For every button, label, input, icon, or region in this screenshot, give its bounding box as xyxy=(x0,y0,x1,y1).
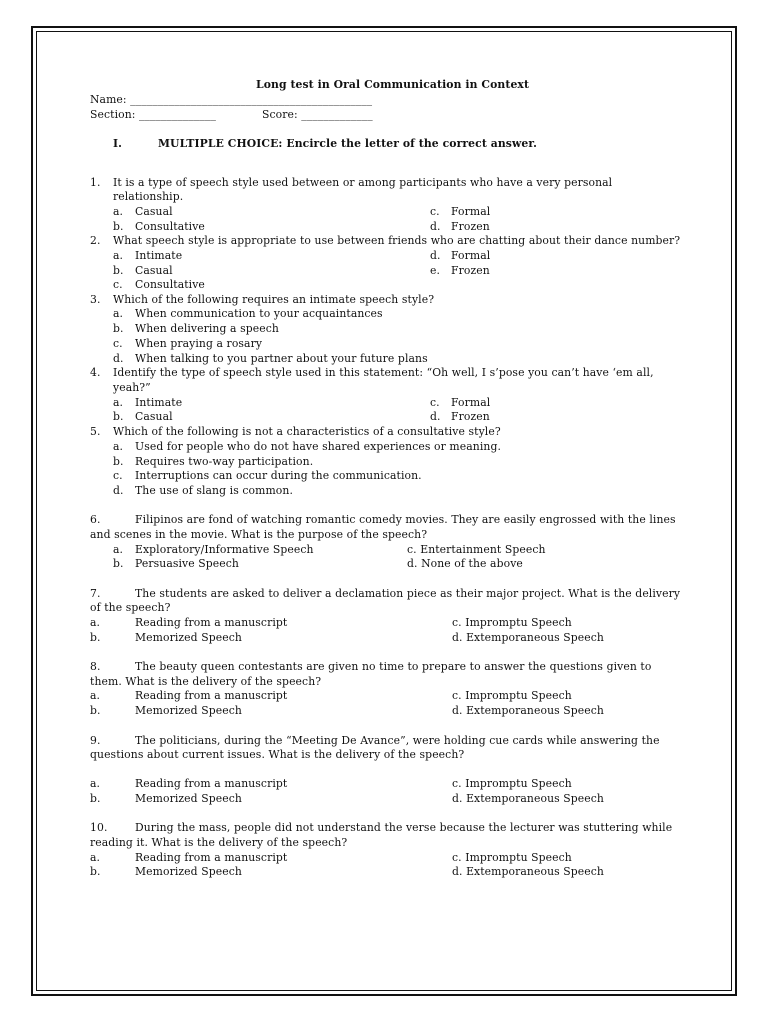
q4-option-a-letter[interactable]: a. xyxy=(113,396,124,409)
q5-text: Which of the following is not a characteristics of a consultative style? xyxy=(113,425,501,438)
q10-option-d[interactable]: d. Extemporaneous Speech xyxy=(452,865,604,878)
q7-text-cont: of the speech? xyxy=(90,601,171,614)
q3-option-c-letter[interactable]: c. xyxy=(113,337,123,350)
q7-option-c[interactable]: c. Impromptu Speech xyxy=(452,616,572,629)
q9-option-b-letter[interactable]: b. xyxy=(90,792,101,805)
q8-text: The beauty queen contestants are given no time to prepare to answer the questions given to xyxy=(135,660,652,673)
q1-text-cont: relationship. xyxy=(113,190,184,203)
q3-option-d-letter[interactable]: d. xyxy=(113,352,124,365)
test-title: Long test in Oral Communication in Context xyxy=(256,78,530,91)
q5-option-d-letter[interactable]: d. xyxy=(113,484,124,497)
q9-option-a: Reading from a manuscript xyxy=(135,777,288,790)
q7-number: 7. xyxy=(90,587,101,600)
q2-option-d-letter[interactable]: d. xyxy=(430,249,441,262)
q10-text: During the mass, people did not understand the verse because the lecturer was stuttering while xyxy=(135,821,673,834)
q9-number: 9. xyxy=(90,734,101,747)
q7-text: The students are asked to deliver a declamation piece as their major project. What is the delivery xyxy=(135,587,681,600)
q9-option-a-letter[interactable]: a. xyxy=(90,777,101,790)
q6-option-c[interactable]: c. Entertainment Speech xyxy=(407,543,546,556)
q4-option-b: Casual xyxy=(135,410,173,423)
q5-option-a: Used for people who do not have shared experiences or meaning. xyxy=(135,440,501,453)
q7-option-d[interactable]: d. Extemporaneous Speech xyxy=(452,631,604,644)
q9-text-cont: questions about current issues. What is the delivery of the speech? xyxy=(90,748,465,761)
q1-option-a-letter[interactable]: a. xyxy=(113,205,124,218)
q4-option-d: Frozen xyxy=(451,410,490,423)
q7-option-a: Reading from a manuscript xyxy=(135,616,288,629)
q4-option-c: Formal xyxy=(451,396,491,409)
q4-option-b-letter[interactable]: b. xyxy=(113,410,124,423)
q1-option-b: Consultative xyxy=(135,220,205,233)
q2-text: What speech style is appropriate to use between friends who are chatting about their dance number? xyxy=(113,234,681,247)
q8-option-b-letter[interactable]: b. xyxy=(90,704,101,717)
q8-option-b: Memorized Speech xyxy=(135,704,242,717)
q3-option-b: When delivering a speech xyxy=(135,322,279,335)
q2-option-c: Consultative xyxy=(135,278,205,291)
q6-option-d[interactable]: d. None of the above xyxy=(407,557,523,570)
q5-number: 5. xyxy=(90,425,101,438)
q4-text: Identify the type of speech style used in this statement: “Oh well, I s’pose you can’t have ‘em all, xyxy=(113,366,654,379)
q2-option-c-letter[interactable]: c. xyxy=(113,278,123,291)
section-numeral: I. xyxy=(113,137,123,150)
q2-option-b: Casual xyxy=(135,264,173,277)
q5-option-d: The use of slang is common. xyxy=(135,484,293,497)
q3-option-a: When communication to your acquaintances xyxy=(135,307,383,320)
section-title: MULTIPLE CHOICE: Encircle the letter of the correct answer. xyxy=(158,137,538,150)
q3-option-b-letter[interactable]: b. xyxy=(113,322,124,335)
q9-text: The politicians, during the “Meeting De Avance”, were holding cue cards while answering the xyxy=(135,734,660,747)
q3-option-c: When praying a rosary xyxy=(135,337,263,350)
q4-option-a: Intimate xyxy=(135,396,183,409)
q1-option-d: Frozen xyxy=(451,220,490,233)
q6-option-a: Exploratory/Informative Speech xyxy=(135,543,314,556)
q8-option-d[interactable]: d. Extemporaneous Speech xyxy=(452,704,604,717)
q10-number: 10. xyxy=(90,821,108,834)
q2-number: 2. xyxy=(90,234,101,247)
q6-option-a-letter[interactable]: a. xyxy=(113,543,124,556)
q8-option-a: Reading from a manuscript xyxy=(135,689,288,702)
q5-option-b: Requires two-way participation. xyxy=(135,455,314,468)
q10-option-c[interactable]: c. Impromptu Speech xyxy=(452,851,572,864)
q8-number: 8. xyxy=(90,660,101,673)
q8-option-a-letter[interactable]: a. xyxy=(90,689,101,702)
q5-option-c-letter[interactable]: c. xyxy=(113,469,123,482)
q7-option-b: Memorized Speech xyxy=(135,631,242,644)
q3-option-d: When talking to you partner about your future plans xyxy=(135,352,428,365)
q1-number: 1. xyxy=(90,176,101,189)
q9-option-d[interactable]: d. Extemporaneous Speech xyxy=(452,792,604,805)
q9-option-b: Memorized Speech xyxy=(135,792,242,805)
q1-option-a: Casual xyxy=(135,205,173,218)
q1-option-c: Formal xyxy=(451,205,491,218)
q2-option-a: Intimate xyxy=(135,249,183,262)
q2-option-d: Formal xyxy=(451,249,491,262)
q6-number: 6. xyxy=(90,513,101,526)
q6-option-b-letter[interactable]: b. xyxy=(113,557,124,570)
q3-number: 3. xyxy=(90,293,101,306)
q10-option-a: Reading from a manuscript xyxy=(135,851,288,864)
name-field[interactable]: Name: ____________________________________________ xyxy=(90,93,373,106)
score-field[interactable]: Score: _____________ xyxy=(262,108,373,121)
q4-option-d-letter[interactable]: d. xyxy=(430,410,441,423)
q2-option-e-letter[interactable]: e. xyxy=(430,264,441,277)
q4-number: 4. xyxy=(90,366,101,379)
q4-text-cont: yeah?” xyxy=(113,381,151,394)
section-field[interactable]: Section: ______________ xyxy=(90,108,217,121)
q10-option-b: Memorized Speech xyxy=(135,865,242,878)
q3-option-a-letter[interactable]: a. xyxy=(113,307,124,320)
q1-option-d-letter[interactable]: d. xyxy=(430,220,441,233)
q1-option-b-letter[interactable]: b. xyxy=(113,220,124,233)
q2-option-a-letter[interactable]: a. xyxy=(113,249,124,262)
q8-option-c[interactable]: c. Impromptu Speech xyxy=(452,689,572,702)
q3-text: Which of the following requires an intimate speech style? xyxy=(113,293,435,306)
q10-text-cont: reading it. What is the delivery of the speech? xyxy=(90,836,348,849)
q1-option-c-letter[interactable]: c. xyxy=(430,205,440,218)
q8-text-cont: them. What is the delivery of the speech? xyxy=(90,675,322,688)
q2-option-b-letter[interactable]: b. xyxy=(113,264,124,277)
q10-option-b-letter[interactable]: b. xyxy=(90,865,101,878)
q2-option-e: Frozen xyxy=(451,264,490,277)
q6-text: Filipinos are fond of watching romantic comedy movies. They are easily engrossed with the lines xyxy=(135,513,676,526)
q7-option-a-letter[interactable]: a. xyxy=(90,616,101,629)
q6-option-b: Persuasive Speech xyxy=(135,557,239,570)
q6-text-cont: and scenes in the movie. What is the purpose of the speech? xyxy=(90,528,428,541)
q7-option-b-letter[interactable]: b. xyxy=(90,631,101,644)
q10-option-a-letter[interactable]: a. xyxy=(90,851,101,864)
q5-option-b-letter[interactable]: b. xyxy=(113,455,124,468)
q9-option-c[interactable]: c. Impromptu Speech xyxy=(452,777,572,790)
q4-option-c-letter[interactable]: c. xyxy=(430,396,440,409)
q5-option-c: Interruptions can occur during the communication. xyxy=(135,469,422,482)
q5-option-a-letter[interactable]: a. xyxy=(113,440,124,453)
q1-text: It is a type of speech style used between or among participants who have a very personal xyxy=(113,176,613,189)
